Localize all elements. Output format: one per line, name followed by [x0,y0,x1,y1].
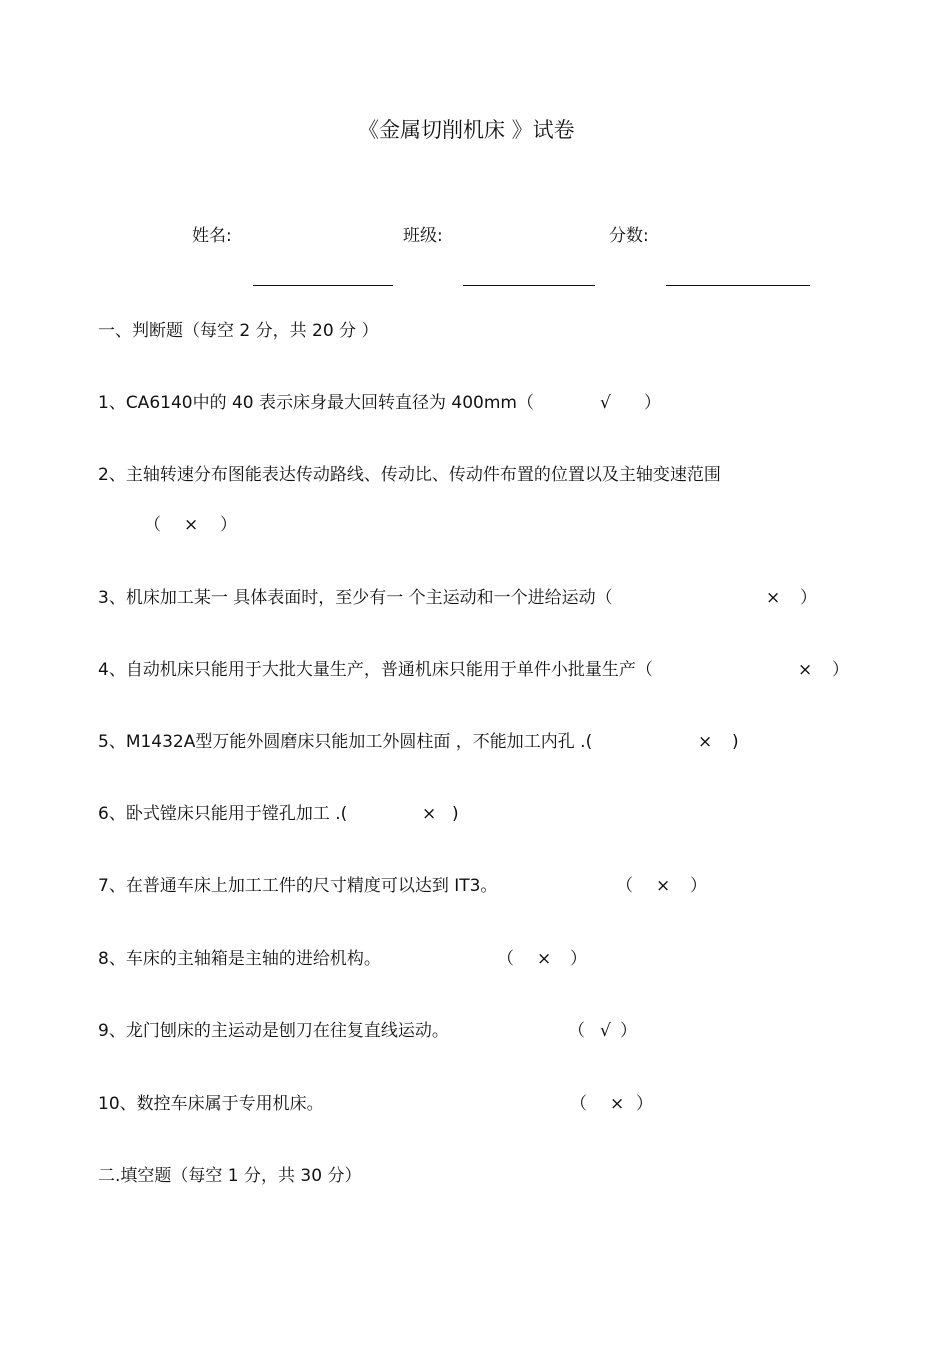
question-10-text: 10、数控车床属于专用机床。 [98,1094,324,1114]
score-label: 分数: [609,226,649,246]
section1-heading: 一、判断题（每空 2 分，共 20 分 ） [98,321,379,341]
question-9-open: （ [568,1021,585,1041]
question-3-close: ） [800,588,817,608]
question-5-text: 5、M1432A型万能外圆磨床只能加工外圆柱面 ，不能加工内孔 .( [98,732,593,752]
question-4-text: 4、自动机床只能用于大批大量生产，普通机床只能用于单件小批量生产（ [98,660,653,680]
question-2-text: 2、主轴转速分布图能表达传动路线、传动比、传动件布置的位置以及主轴变速范围 [98,465,721,485]
score-blank-line [666,285,810,286]
class-blank-line [463,285,595,286]
question-5-answer: × [698,732,713,752]
question-7-text: 7、在普通车床上加工工件的尺寸精度可以达到 IT3。 [98,876,498,896]
question-10-answer: × [610,1094,625,1114]
question-9-close: ） [620,1021,637,1041]
question-8-text: 8、车床的主轴箱是主轴的进给机构。 [98,949,381,969]
question-9-text: 9、龙门刨床的主运动是刨刀在往复直线运动。 [98,1021,449,1041]
question-2-answer: × [184,515,199,535]
name-label: 姓名: [192,226,232,246]
question-5-close: ) [732,732,739,752]
question-6-close: ) [452,804,459,824]
name-blank-line [253,285,393,286]
question-2-open: （ [144,515,161,535]
question-1-text: 1、CA6140中的 40 表示床身最大回转直径为 400mm（ [98,393,534,413]
question-7-open: （ [616,876,633,896]
question-7-answer: × [656,876,671,896]
question-1-answer: √ [600,393,611,413]
question-8-close: ） [570,949,587,969]
question-2-close: ） [220,515,237,535]
question-8-answer: × [537,949,552,969]
question-1-close: ） [644,393,661,413]
question-10-close: ） [636,1094,653,1114]
question-4-answer: × [798,660,813,680]
class-label: 班级: [403,226,443,246]
question-9-answer: √ [600,1021,611,1041]
question-3-text: 3、机床加工某一 具体表面时，至少有一 个主运动和一个进给运动（ [98,588,613,608]
question-6-text: 6、卧式镗床只能用于镗孔加工 .( [98,804,348,824]
question-8-open: （ [497,949,514,969]
question-4-close: ） [832,660,849,680]
question-6-answer: × [422,804,437,824]
question-3-answer: × [766,588,781,608]
page-title: 《金属切削机床 》试卷 [358,118,575,142]
section2-heading: 二.填空题（每空 1 分，共 30 分） [98,1166,362,1186]
question-7-close: ） [690,876,707,896]
question-10-open: （ [570,1094,587,1114]
